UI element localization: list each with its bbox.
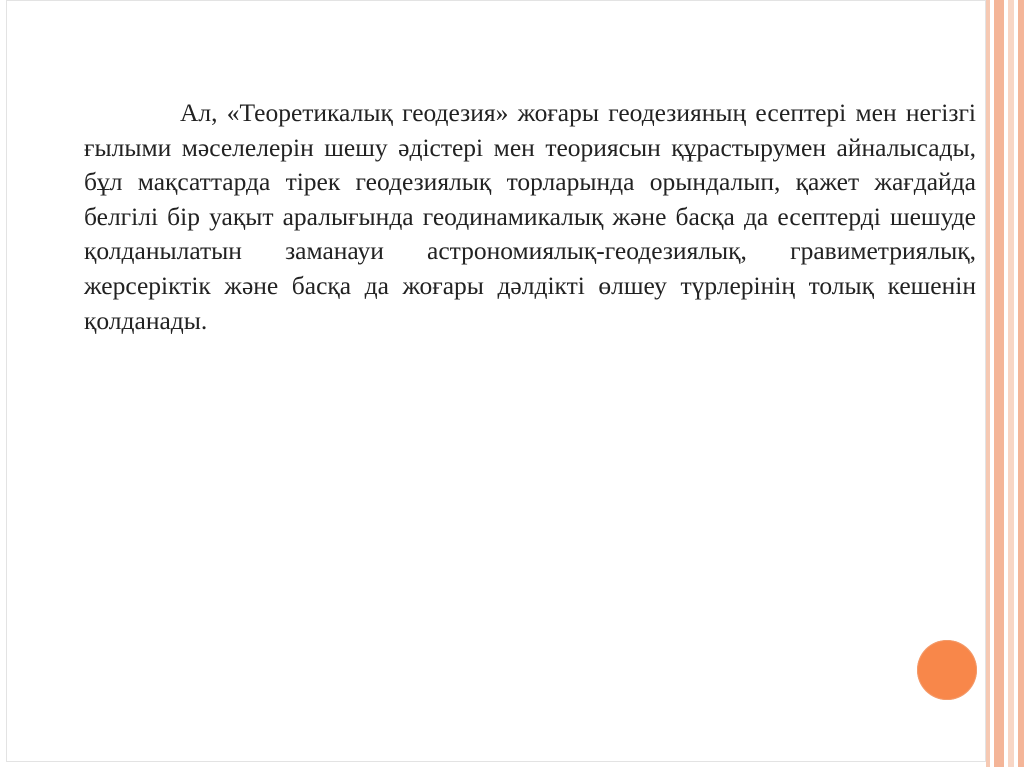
decorative-stripes <box>986 0 1024 767</box>
stripe <box>1018 0 1024 767</box>
orange-circle-icon <box>917 640 977 700</box>
slide-body-paragraph: Ал, «Теоретикалық геодезия» жоғары геодезияның есептері мен негізгі ғылыми мәселелерін шешу әдістері мен теориясын құрастырумен айналысады, бұл мақсаттарда тірек геодезиялық торларында орындалып, қажет жағдайда белгілі бір уақыт аралығында геодинамикалық және басқа да есептерді шешуде қолданылатын заманауи астрономиялық-геодезиялық, гравиметриялық, жерсеріктік және басқа да жоғары дәлдікті өлшеу түрлерінің толық кешенін қолданады. <box>84 98 976 335</box>
stripe <box>994 0 1004 767</box>
